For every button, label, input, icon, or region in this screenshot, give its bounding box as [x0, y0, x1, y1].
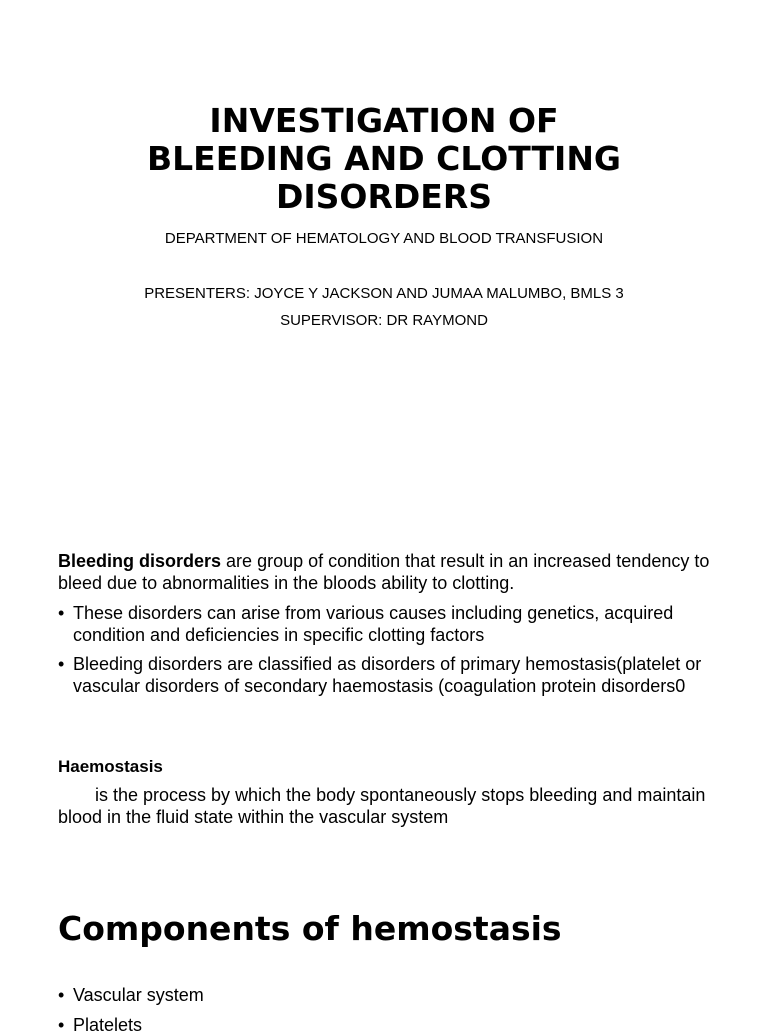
bleeding-disorders-text: are group of condition that result in an increased tendency to bleed due to abnormalities in the bloods ability to clotting. — [58, 551, 710, 593]
list-item: • Platelets — [58, 1014, 718, 1036]
list-item: • These disorders can arise from various causes including genetics, acquired condition and deficiencies in specific clotting factors — [58, 602, 718, 646]
bleeding-disorders-definition — [58, 550, 718, 594]
list-item: • Vascular system — [58, 984, 718, 1006]
title-line-3: DISORDERS — [275, 177, 492, 216]
list-item: • Bleeding disorders are classified as disorders of primary hemostasis(platelet or vascular disorders of secondary haemostasis (coagulation protein disorders0 — [58, 653, 718, 697]
bleeding-disorders-list — [58, 602, 718, 697]
haemostasis-definition: is the process by which the body spontaneously stops bleeding and maintain blood in the fluid state within the vascular system — [58, 785, 706, 827]
department-line: DEPARTMENT OF HEMATOLOGY AND BLOOD TRANSFUSION — [164, 230, 604, 247]
title-line-2: BLEEDING AND CLOTTING — [146, 139, 622, 178]
components-heading: Components of hemostasis — [58, 909, 562, 948]
bleeding-disorders-term: Bleeding disorders — [58, 551, 222, 571]
title-line-1: INVESTIGATION OF — [209, 101, 559, 140]
components-list — [58, 984, 718, 1036]
presenters-line: PRESENTERS: JOYCE Y JACKSON AND JUMAA MALUMBO, BMLS 3 — [144, 285, 624, 302]
page-title — [0, 102, 768, 216]
supervisor-line: SUPERVISOR: DR RAYMOND — [280, 312, 488, 329]
haemostasis-heading: Haemostasis — [58, 757, 163, 776]
